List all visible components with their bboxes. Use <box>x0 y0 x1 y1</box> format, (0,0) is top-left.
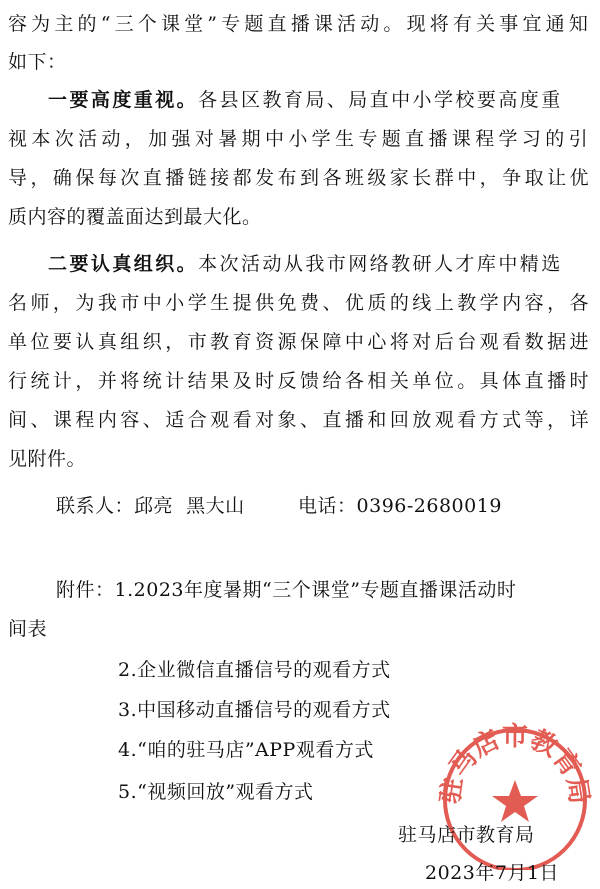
attachments-label: 附件： <box>56 579 115 601</box>
contact-phone-line <box>298 494 502 518</box>
section2-text-6: 见附件。 <box>8 448 87 470</box>
attachment-item-1-cont: 间表 <box>8 618 48 640</box>
section2-line-2 <box>8 291 592 315</box>
attachment-item-3: 3.中国移动直播信号的观看方式 <box>118 699 391 721</box>
section1-text-4: 质内容的覆盖面达到最大化。 <box>8 206 262 228</box>
signature-date-line <box>425 861 559 885</box>
intro-text-1: 容为主的“三个课堂”专题直播课活动。现将有关事宜通知 <box>8 13 592 35</box>
attachment-item-5: 5.“视频回放”观看方式 <box>118 781 314 803</box>
section2-text-2: 名师，为我市中小学生提供免费、优质的线上教学内容，各 <box>8 292 592 314</box>
attachment-item-4: 4.“咱的驻马店”APP观看方式 <box>118 739 374 761</box>
intro-line-1 <box>8 12 592 36</box>
signature-org-line <box>398 823 535 847</box>
section2-text-3: 单位要认真组织，市教育资源保障中心将对后台观看数据进 <box>8 331 592 353</box>
attachment-item-1: 1.2023年度暑期“三个课堂”专题直播课活动时 <box>114 579 517 601</box>
attachment-line-1b <box>8 617 47 641</box>
attachment-line-1 <box>56 578 516 602</box>
signature-org: 驻马店市教育局 <box>398 824 535 846</box>
intro-text-2: 如下： <box>8 51 67 73</box>
attachment-line-3 <box>118 698 391 722</box>
section2-line-4 <box>8 369 592 393</box>
contact-line <box>56 494 245 518</box>
contact-names: 邱亮 黑大山 <box>134 495 245 517</box>
attachment-line-2 <box>118 658 391 682</box>
attachment-line-5 <box>118 780 314 804</box>
section2-line-5 <box>8 408 592 432</box>
section2-text-1: 本次活动从我市网络教研人才库中精选 <box>198 253 563 275</box>
section1-line-2 <box>8 127 592 151</box>
attachment-line-4 <box>118 738 374 762</box>
signature-date: 2023年7月1日 <box>425 862 560 884</box>
section2-text-5: 间、课程内容、适合观看对象、直播和回放观看方式等，详 <box>8 409 592 431</box>
phone-number: 0396-2680019 <box>356 495 502 517</box>
phone-label: 电话： <box>298 495 357 517</box>
section2-text-4: 行统计，并将统计结果及时反馈给各相关单位。具体直播时 <box>8 370 592 392</box>
section1-text-2: 视本次活动，加强对暑期中小学生专题直播课程学习的引 <box>8 128 592 150</box>
attachment-item-2: 2.企业微信直播信号的观看方式 <box>118 659 391 681</box>
section1-line-1 <box>48 88 592 112</box>
section2-line-1 <box>48 252 592 276</box>
section1-heading: 一要高度重视。 <box>48 89 199 111</box>
section2-line-3 <box>8 330 592 354</box>
section2-heading: 二要认真组织。 <box>48 253 199 275</box>
section1-line-3 <box>8 166 592 190</box>
section2-line-6 <box>8 447 86 471</box>
section1-line-4 <box>8 205 262 229</box>
intro-line-2 <box>8 50 67 74</box>
section1-text-1: 各县区教育局、局直中小学校要高度重 <box>198 89 563 111</box>
contact-label: 联系人： <box>56 495 135 517</box>
svg-text:驻马店市教育局: 驻马店市教育局 <box>435 722 595 806</box>
section1-text-3: 导，确保每次直播链接都发布到各班级家长群中，争取让优 <box>8 167 592 189</box>
